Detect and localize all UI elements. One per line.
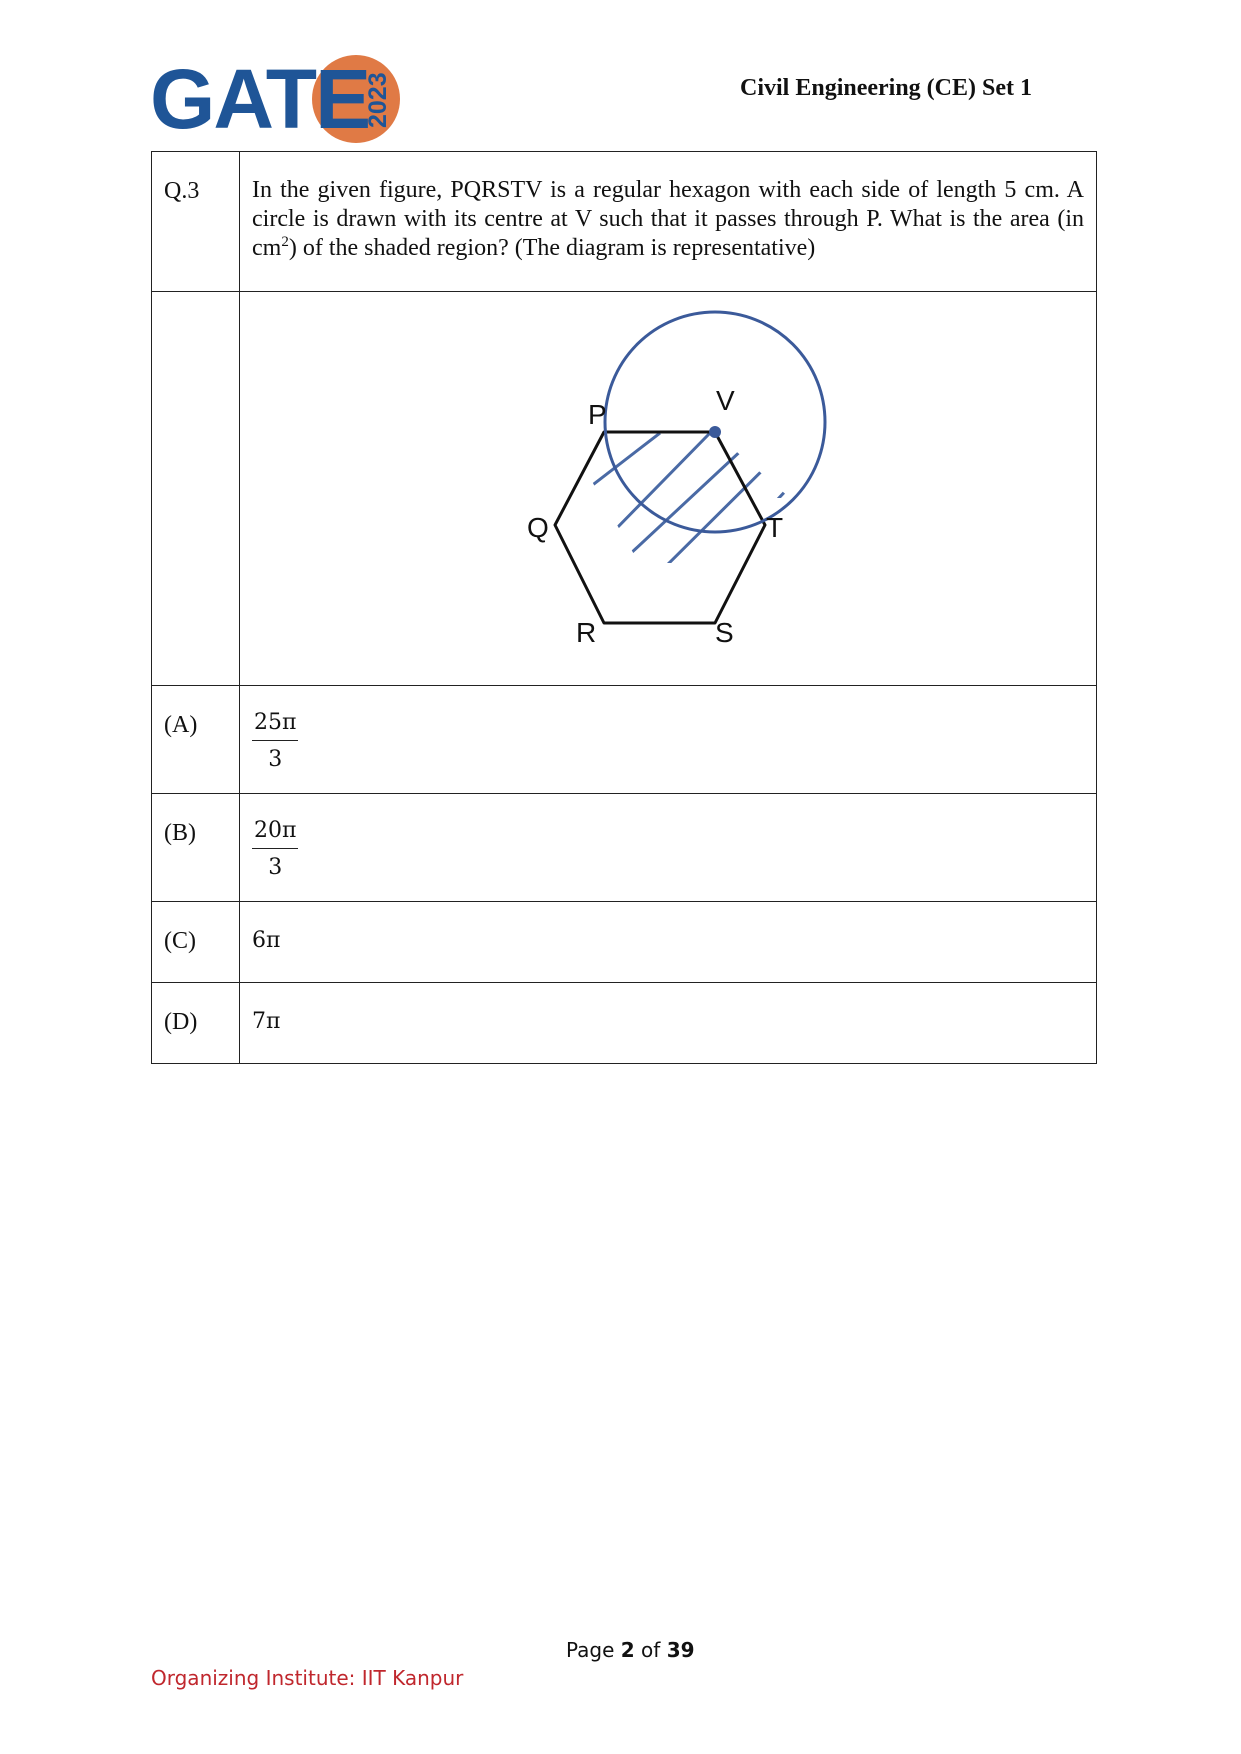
- option-c-value: [240, 902, 1097, 983]
- page-current: 2: [620, 1638, 635, 1662]
- circle-centre-v: [605, 312, 825, 532]
- label-r: R: [576, 617, 597, 648]
- centre-dot-v: [709, 426, 721, 438]
- option-a-numerator: 25π: [252, 708, 298, 741]
- label-p: P: [588, 399, 607, 430]
- organizing-institute: Organizing Institute: IIT Kanpur: [151, 1666, 464, 1690]
- option-c-row: [152, 902, 1097, 983]
- shaded-region: [564, 433, 860, 582]
- paper-title: Civil Engineering (CE) Set 1: [740, 75, 1032, 101]
- option-a-value: [240, 686, 1097, 794]
- label-s: S: [715, 617, 734, 648]
- label-t: T: [766, 512, 784, 543]
- option-d-value: [240, 983, 1097, 1064]
- question-table: [151, 151, 1097, 1064]
- option-d-label: (D): [152, 983, 240, 1064]
- option-a-label: (A): [152, 686, 240, 794]
- option-b-denominator: 3: [268, 855, 283, 880]
- option-a-row: [152, 686, 1097, 794]
- option-b-numerator: 20π: [252, 816, 298, 849]
- page-prefix: Page: [566, 1638, 621, 1662]
- question-row: [152, 152, 1097, 292]
- option-a-fraction: [252, 708, 298, 774]
- option-c-text: 6π: [252, 928, 281, 953]
- question-number: Q.3: [152, 152, 240, 292]
- option-b-fraction: [252, 816, 298, 882]
- label-v: V: [716, 385, 735, 416]
- option-c-label: (C): [152, 902, 240, 983]
- question-text: [240, 152, 1097, 292]
- option-b-row: [152, 794, 1097, 902]
- logo-year: 2023: [364, 72, 392, 128]
- label-q: Q: [527, 512, 549, 543]
- gate-logo: [150, 52, 395, 147]
- figure-cell: [240, 292, 1097, 686]
- hexagon-circle-figure: [240, 292, 1097, 685]
- page-mid: of: [634, 1638, 667, 1662]
- option-d-row: [152, 983, 1097, 1064]
- option-d-text: 7π: [252, 1009, 281, 1034]
- question-text-part1: In the given figure, PQRSTV is a regular hexagon with each side of length 5 cm. A circle is drawn with its centre at V such that it passes through P. What is the area (in cm: [252, 177, 1084, 261]
- question-text-sup: 2: [281, 234, 289, 250]
- option-b-label: (B): [152, 794, 240, 902]
- figure-row: [152, 292, 1097, 686]
- option-a-denominator: 3: [268, 747, 283, 772]
- figure-number-cell: [152, 292, 240, 686]
- page-number: [566, 1638, 695, 1662]
- option-b-value: [240, 794, 1097, 902]
- question-text-part2: ) of the shaded region? (The diagram is representative): [288, 235, 816, 261]
- logo-text: GATE: [150, 52, 370, 146]
- page-total: 39: [666, 1638, 695, 1662]
